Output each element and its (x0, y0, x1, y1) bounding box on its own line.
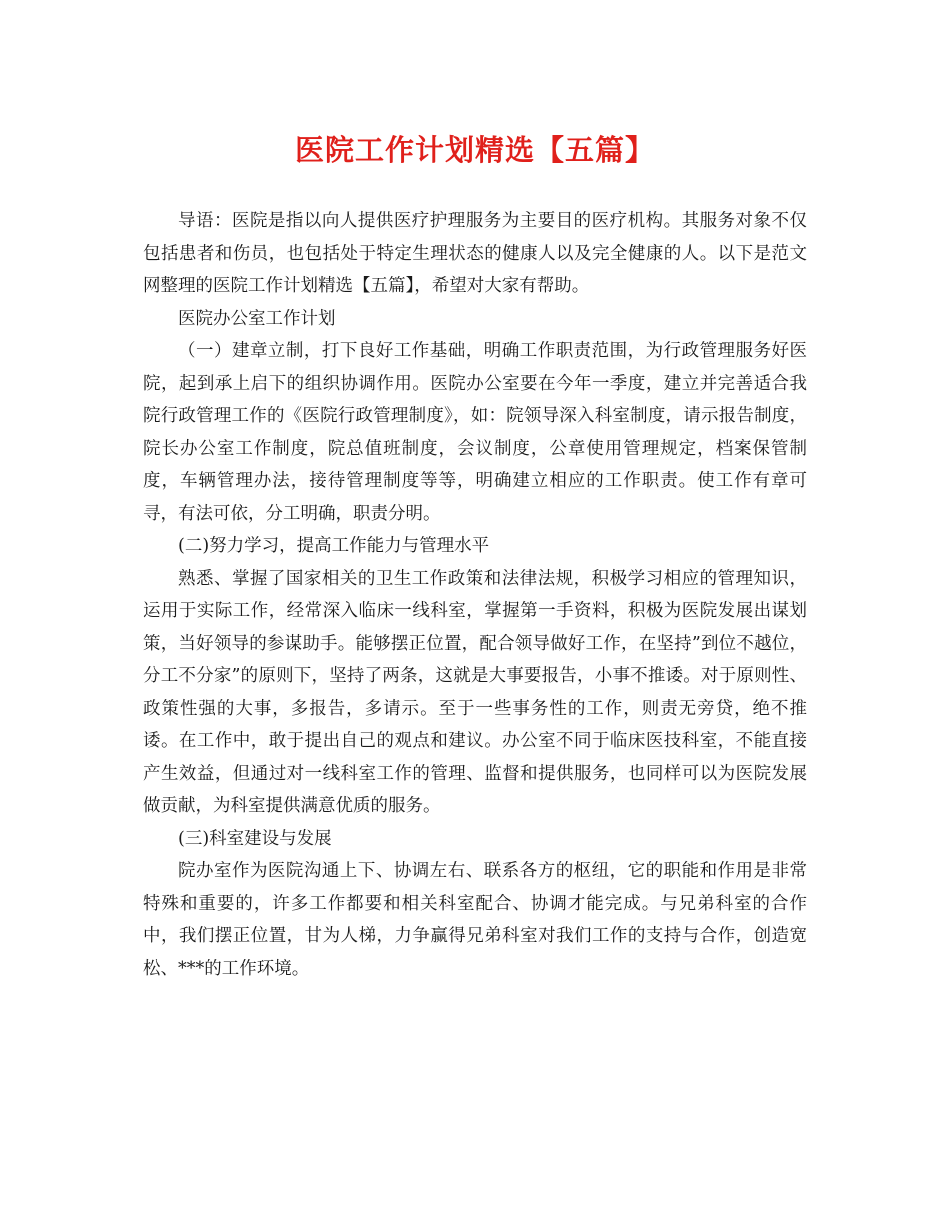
section-heading: 医院办公室工作计划 (178, 308, 336, 329)
body-paragraph: 院办室作为医院沟通上下、协调左右、联系各方的枢纽，它的职能和作用是非常特殊和重要的，许多工作都要和相关科室配合、协调才能完成。与兄弟科室的合作中，我们摆正位置，甘为人梯，力争赢得兄弟科室对我们工作的支持与合作，创造宽松、***的工作环境。 (143, 861, 807, 979)
subsection-heading: (三)科室建设与发展 (178, 828, 332, 849)
body-paragraph: 熟悉、掌握了国家相关的卫生工作政策和法律法规，积极学习相应的管理知识，运用于实际工作，经常深入临床一线科室，掌握第一手资料，积极为医院发展出谋划策，当好领导的参谋助手。能够摆正位置，配合领导做好工作，在坚持”到位不越位，分工不分家”的原则下，坚持了两条，这就是大事要报告，小事不推诿。对于原则性、政策性强的大事，多报告，多请示。至于一些事务性的工作，则责无旁贷，绝不推诿。在工作中，敢于提出自己的观点和建议。办公室不同于临床医技科室，不能直接产生效益，但通过对一线科室工作的管理、监督和提供服务，也同样可以为医院发展做贡献，为科室提供满意优质的服务。 (143, 568, 807, 816)
intro-paragraph: 导语：医院是指以向人提供医疗护理服务为主要目的医疗机构。其服务对象不仅包括患者和伤员，也包括处于特定生理状态的健康人以及完全健康的人。以下是范文网整理的医院工作计划精选【五篇】，希望对大家有帮助。 (143, 211, 807, 296)
subsection-heading: (二)努力学习，提高工作能力与管理水平 (178, 536, 490, 556)
document-body (143, 205, 807, 985)
body-paragraph: （一）建章立制，打下良好工作基础，明确工作职责范围，为行政管理服务好医院，起到承上启下的组织协调作用。医院办公室要在今年一季度，建立并完善适合我院行政管理工作的《医院行政管理制度》，如：院领导深入科室制度，请示报告制度，院长办公室工作制度，院总值班制度，会议制度，公章使用管理规定，档案保管制度，车辆管理办法，接待管理制度等等，明确建立相应的工作职责。使工作有章可寻，有法可依，分工明确，职责分明。 (143, 341, 807, 524)
document-title: 医院工作计划精选【五篇】 (294, 133, 655, 167)
